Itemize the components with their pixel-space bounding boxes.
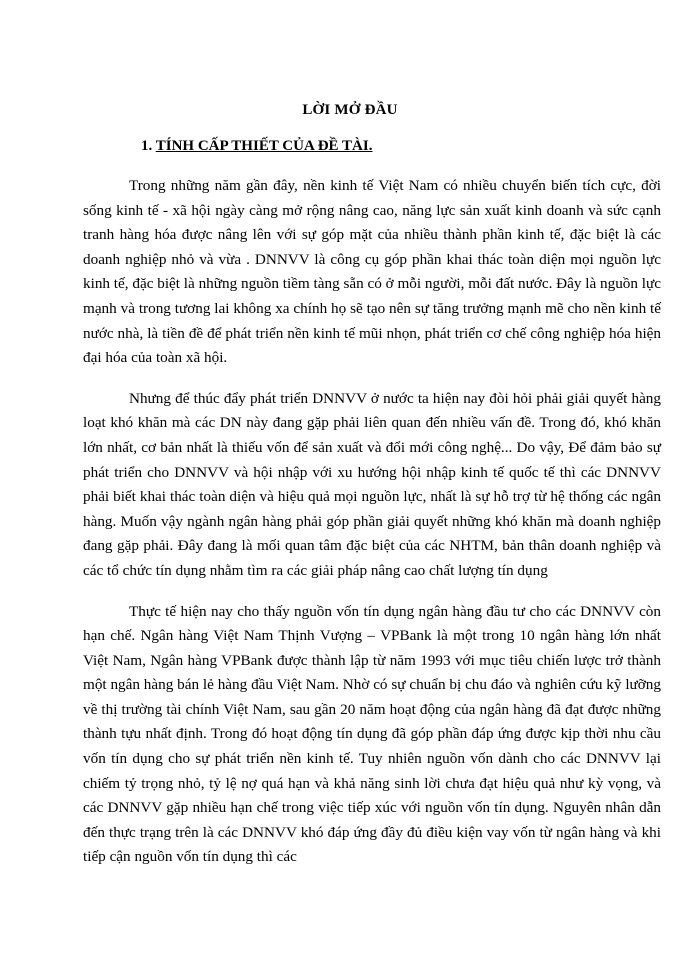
paragraph-1: Trong những năm gần đây, nền kinh tế Việt Nam có nhiều chuyển biến tích cực, đời sống kinh tế - xã hội ngày càng mở rộng nâng cao, năng lực sản xuất kinh doanh và sức cạnh tranh hàng hóa được nâng lên với sự góp mặt của nhiều thành phần kinh tế, đặc biệt là các doanh nghiệp nhỏ và vừa . DNNVV là công cụ góp phần khai thác toàn diện mọi nguồn lực kinh tế, đặc biệt là những nguồn tiềm tàng sẵn có ở mỗi người, mỗi đất nước. Đây là nguồn lực mạnh và trong tương lai không xa chính họ sẽ tạo nên sự tăng trưởng mạnh mẽ cho nền kinh tế nước nhà, là tiền đề để phát triển nền kinh tế mũi nhọn, phát triển cơ chế công nghiệp hóa hiện đại hóa của toàn xã hội.	[83, 177, 661, 367]
section-title: TÍNH CẤP THIẾT CỦA ĐỀ TÀI.	[155, 138, 373, 154]
section-heading	[141, 138, 372, 155]
paragraph-2: Nhưng để thúc đẩy phát triển DNNVV ở nước ta hiện nay đòi hỏi phải giải quyết hàng loạt khó khăn mà các DN này đang gặp phải liên quan đến nhiều vấn đề. Trong đó, khó khăn lớn nhất, cơ bản nhất là thiếu vốn để sản xuất và đổi mới công nghệ... Do vậy, Để đảm bảo sự phát triển cho DNNVV và hội nhập với xu hướng hội nhập kinh tế quốc tế thì các DNNVV phải biết khai thác toàn diện và hiệu quả mọi nguồn lực, nhất là sự hỗ trợ từ hệ thống các ngân hàng. Muốn vậy ngành ngân hàng phải góp phần giải quyết những khó khăn mà doanh nghiệp đang gặp phải. Đây đang là mối quan tâm đặc biệt của các NHTM, bản thân doanh nghiệp và các tổ chức tín dụng nhằm tìm ra các giải pháp nâng cao chất lượng tín dụng	[83, 389, 661, 579]
document-title: LỜI MỞ ĐẦU	[302, 102, 398, 118]
body-text	[83, 174, 661, 886]
section-number: 1.	[141, 138, 153, 154]
paragraph-3: Thực tế hiện nay cho thấy nguồn vốn tín dụng ngân hàng đầu tư cho các DNNVV còn hạn chế. Ngân hàng Việt Nam Thịnh Vượng – VPBank là một trong 10 ngân hàng lớn nhất Việt Nam, Ngân hàng VPBank được thành lập từ năm 1993 với mục tiêu chiến lược trở thành một ngân hàng bán lẻ hàng đầu Việt Nam. Nhờ có sự chuẩn bị chu đáo và nghiên cứu kỹ lưỡng về thị trường tài chính Việt Nam, sau gần 20 năm hoạt động của ngân hàng đã đạt được những thành tựu nhất định. Trong đó hoạt động tín dụng đã góp phần đáp ứng được kịp thời nhu cầu vốn tín dụng cho sự phát triển nền kinh tế. Tuy nhiên nguồn vốn dành cho các DNNVV lại chiếm tỷ trọng nhỏ, tỷ lệ nợ quá hạn và khả năng sinh lời chưa đạt hiệu quả như kỳ vọng, và các DNNVV gặp nhiều hạn chế trong việc tiếp xúc với nguồn vốn tín dụng. Nguyên nhân dẫn đến thực trạng trên là các DNNVV khó đáp ứng đầy đủ điều kiện vay vốn từ ngân hàng và khi tiếp cận nguồn vốn tín dụng thì các	[83, 602, 661, 866]
